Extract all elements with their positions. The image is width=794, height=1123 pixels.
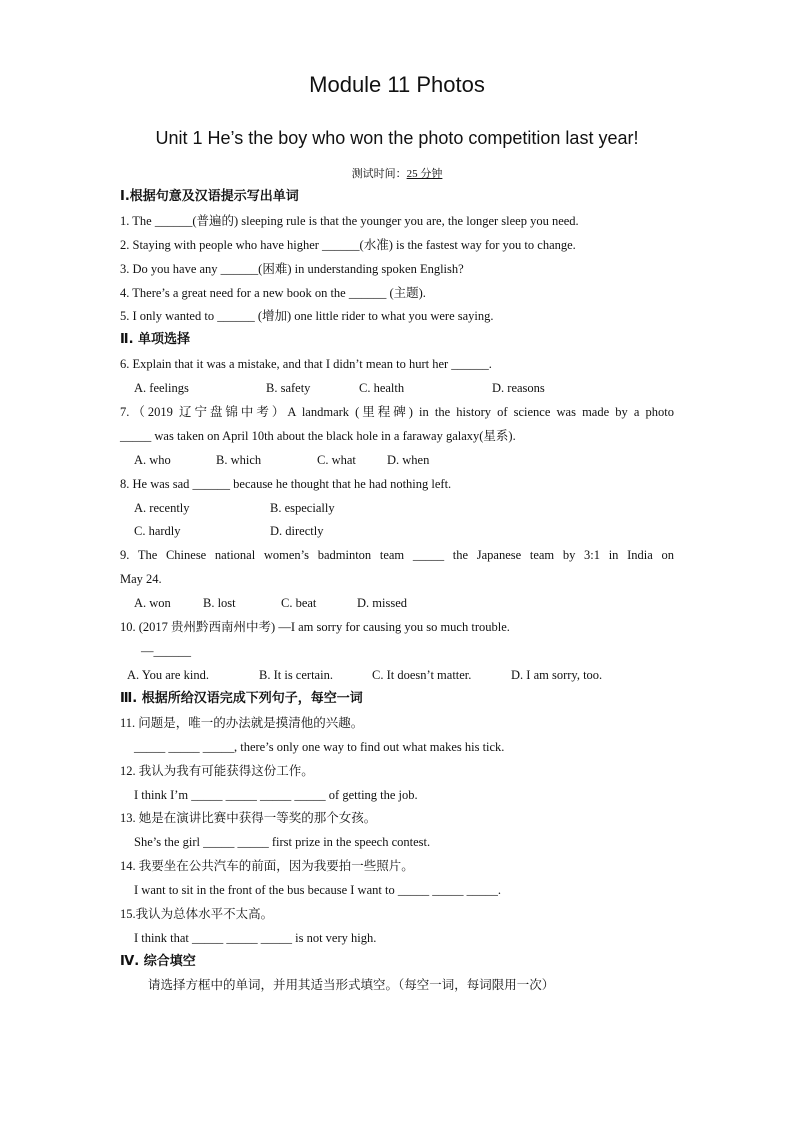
- question-1: 1. The ______(普遍的) sleeping rule is that the younger you are, the longer sleep you need.: [120, 214, 579, 228]
- question-3: 3. Do you have any ______(困难) in understanding spoken English?: [120, 262, 464, 276]
- question-15-english: I think that _____ _____ _____ is not very high.: [134, 931, 377, 945]
- question-5: 5. I only wanted to ______ (增加) one little rider to what you were saying.: [120, 309, 494, 323]
- q8-option-b: B. especially: [270, 501, 335, 515]
- section-2-heading: Ⅱ. 单项选择: [120, 332, 191, 347]
- question-10-line-1: 10. (2017 贵州黔西南州中考) —I am sorry for causing you so much trouble.: [120, 620, 510, 634]
- q7-option-b: B. which: [216, 453, 262, 467]
- question-11-chinese: 11. 问题是，唯一的办法就是摸清他的兴趣。: [120, 716, 364, 730]
- question-13-english: She’s the girl _____ _____ first prize in the speech contest.: [134, 835, 431, 849]
- question-9-line-2: May 24.: [120, 572, 162, 586]
- test-time-label: 测试时间：: [351, 168, 407, 180]
- q9-option-d: D. missed: [357, 596, 407, 610]
- test-time-value: 25 分钟: [406, 168, 443, 180]
- q10-option-c: C. It doesn’t matter.: [372, 668, 472, 682]
- question-7-line-1: 7.（2019 辽宁盘锦中考）A landmark (里程碑) in the history of science was made by a photo: [120, 405, 674, 419]
- question-15-chinese: 15.我认为总体水平不太高。: [120, 907, 274, 921]
- question-9-line-1: 9. The Chinese national women’s badminton team _____ the Japanese team by 3:1 in India on: [120, 548, 674, 562]
- q8-option-c: C. hardly: [134, 524, 181, 538]
- q7-option-d: D. when: [387, 453, 430, 467]
- q10-option-b: B. It is certain.: [259, 668, 333, 682]
- q6-option-c: C. health: [359, 381, 405, 395]
- question-14-chinese: 14. 我要坐在公共汽车的前面，因为我要拍一些照片。: [120, 859, 414, 873]
- question-10-line-2: —______: [141, 644, 191, 658]
- q8-option-d: D. directly: [270, 524, 324, 538]
- q6-option-a: A. feelings: [134, 381, 189, 395]
- question-13-chinese: 13. 她是在演讲比赛中获得一等奖的那个女孩。: [120, 811, 377, 825]
- question-11-english: _____ _____ _____, there’s only one way to find out what makes his tick.: [134, 740, 505, 754]
- unit-subtitle: Unit 1 He’s the boy who won the photo competition last year!: [155, 128, 639, 148]
- question-7-line-2: _____ was taken on April 10th about the black hole in a faraway galaxy(星系).: [120, 429, 516, 443]
- question-4: 4. There’s a great need for a new book on the ______ (主题).: [120, 286, 426, 300]
- q9-option-a: A. won: [134, 596, 171, 610]
- q6-option-b: B. safety: [266, 381, 311, 395]
- q8-option-a: A. recently: [134, 501, 190, 515]
- section-3-heading: Ⅲ. 根据所给汉语完成下列句子，每空一词: [120, 691, 363, 706]
- section-4-heading: Ⅳ. 综合填空: [120, 954, 196, 969]
- section-1-heading: Ⅰ.根据句意及汉语提示写出单词: [120, 189, 299, 204]
- question-12-english: I think I’m _____ _____ _____ _____ of getting the job.: [134, 788, 418, 802]
- question-2: 2. Staying with people who have higher ______(水准) is the fastest way for you to change.: [120, 238, 576, 252]
- q7-option-c: C. what: [317, 453, 356, 467]
- page-title: Module 11 Photos: [309, 72, 485, 97]
- q9-option-c: C. beat: [281, 596, 317, 610]
- question-14-english: I want to sit in the front of the bus because I want to _____ _____ _____.: [134, 883, 501, 897]
- section-4-instruction: 请选择方框中的单词，并用其适当形式填空。（每空一词，每词限用一次）: [148, 978, 555, 992]
- test-time: [0, 165, 794, 181]
- question-12-chinese: 12. 我认为我有可能获得这份工作。: [120, 764, 314, 778]
- question-6: 6. Explain that it was a mistake, and that I didn’t mean to hurt her ______.: [120, 357, 492, 371]
- q9-option-b: B. lost: [203, 596, 236, 610]
- q10-option-a: A. You are kind.: [127, 668, 209, 682]
- q6-option-d: D. reasons: [492, 381, 545, 395]
- question-8: 8. He was sad ______ because he thought that he had nothing left.: [120, 477, 452, 491]
- q7-option-a: A. who: [134, 453, 171, 467]
- q10-option-d: D. I am sorry, too.: [511, 668, 603, 682]
